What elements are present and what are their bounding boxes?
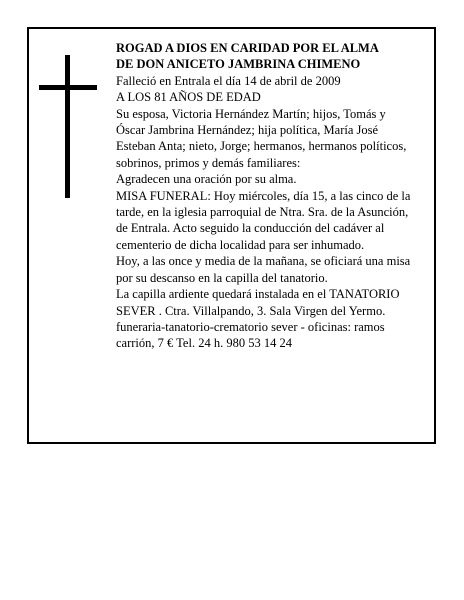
obituary-notice (27, 27, 436, 444)
wake-mass-paragraph: Hoy, a las once y media de la mañana, se oficiará una misa por su descanso en la capilla del tanatorio. (116, 254, 411, 285)
cross-icon (39, 55, 97, 198)
heading-line-2: DE DON ANICETO JAMBRINA CHIMENO (116, 57, 361, 72)
obituary-text (116, 40, 416, 352)
death-info: Falleció en Entrala el día 14 de abril de 2009 (116, 73, 341, 88)
heading-line-1: ROGAD A DIOS EN CARIDAD POR EL ALMA (116, 41, 379, 55)
thanks-paragraph: Agradecen una oración por su alma. (116, 172, 297, 187)
chapel-paragraph: La capilla ardiente quedará instalada en el TANATORIO SEVER . Ctra. Villalpando, 3. Sala Virgen del Yermo. (116, 287, 400, 318)
cross-vertical-bar (65, 55, 70, 198)
funeral-home-paragraph: funeraria-tanatorio-crematorio sever - oficinas: ramos carrión, 7 € Tel. 24 h. 980 53 14 24 (116, 319, 385, 351)
funeral-mass-paragraph: MISA FUNERAL: Hoy miércoles, día 15, a las cinco de la tarde, en la iglesia parroquial de Ntra. Sra. de la Asunción, de Entrala. Acto seguido la conducción del cadáver al cementerio de dicha localidad para ser inhumado. (116, 188, 411, 252)
family-paragraph: Su esposa, Victoria Hernández Martín; hijos, Tomás y Óscar Jambrina Hernández; hija política, María José Esteban Anta; nieto, Jorge; hermanos, hermanos políticos, sobrinos, primos y demás familiares: (116, 106, 407, 170)
cross-horizontal-bar (39, 85, 97, 90)
age: A LOS 81 AÑOS DE EDAD (116, 90, 261, 105)
